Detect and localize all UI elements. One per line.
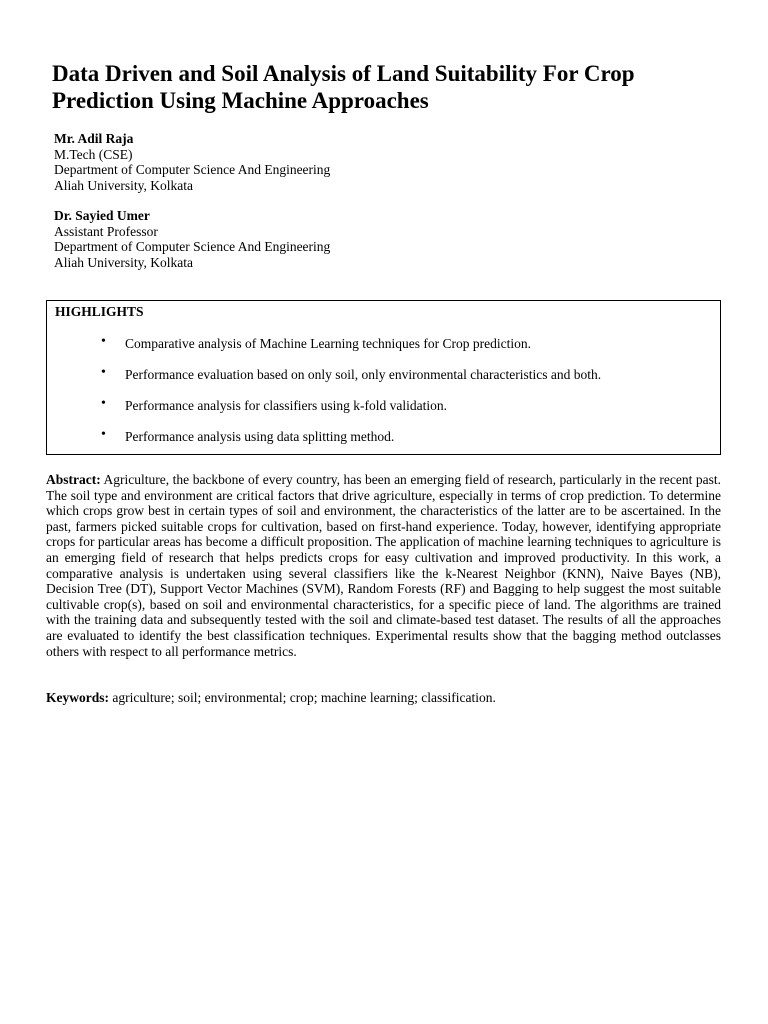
abstract-label: Abstract:: [46, 472, 101, 487]
bullet-icon: •: [101, 334, 106, 349]
list-item: [47, 396, 720, 427]
author-name: Dr. Sayied Umer: [54, 208, 150, 223]
list-item: [47, 334, 720, 365]
bullet-icon: •: [101, 427, 106, 442]
author-department: Department of Computer Science And Engineering: [54, 162, 331, 177]
author-affiliation: Aliah University, Kolkata: [54, 177, 193, 193]
list-item: [47, 365, 720, 396]
highlight-text: Performance analysis using data splitting method.: [125, 429, 395, 444]
author-block-2: [54, 208, 654, 270]
paper-title: Data Driven and Soil Analysis of Land Suitability For Crop Prediction Using Machine Approaches: [52, 61, 635, 113]
author-department: Department of Computer Science And Engineering: [54, 239, 331, 254]
author-block-1: [54, 131, 654, 193]
author-position: Assistant Professor: [54, 223, 158, 239]
highlights-box: [46, 300, 721, 455]
highlights-heading: HIGHLIGHTS: [55, 304, 144, 319]
highlight-text: Performance analysis for classifiers using k-fold validation.: [125, 398, 448, 413]
keywords-text: agriculture; soil; environmental; crop; machine learning; classification.: [112, 690, 496, 705]
list-item: [47, 427, 720, 458]
highlights-list: [47, 334, 720, 458]
author-degree: M.Tech (CSE): [54, 146, 133, 162]
highlight-text: Comparative analysis of Machine Learning techniques for Crop prediction.: [125, 336, 532, 351]
author-name: Mr. Adil Raja: [54, 131, 134, 146]
highlight-text: Performance evaluation based on only soil, only environmental characteristics and both.: [125, 367, 602, 382]
keywords-paragraph: [46, 690, 721, 706]
bullet-icon: •: [101, 396, 106, 411]
abstract-text: Agriculture, the backbone of every country, has been an emerging field of research, particularly in the recent past. The soil type and environment are critical factors that drive agriculture, especially in terms of crop prediction. To determine which crops grow best in certain types of soil and environment, the characteristics of the latter are to be ascertained. In the past, farmers picked suitable crops for cultivation, based on first-hand experience. Today, however, identifying appropriate crops for particular areas has become a difficult proposition. The application of machine learning techniques to agriculture is an emerging field of research that helps predicts crops for easy cultivation and improved productivity. In this work, a comparative analysis is undertaken using several classifiers like the k-Nearest Neighbor (KNN), Naive Bayes (NB), Decision Tree (DT), Support Vector Machines (SVM), Random Forests (RF) and Bagging to help suggest the most suitable cultivable crop(s), based on soil and environmental characteristics, for a specific piece of land. The algorithms are trained with the training data and subsequently tested with the soil and climate-based test dataset. The results of all the approaches are evaluated to identify the best classification techniques. Experimental results show that the bagging method outclasses others with respect to all performance metrics.: [46, 472, 721, 659]
author-affiliation: Aliah University, Kolkata: [54, 254, 193, 270]
keywords-label: Keywords:: [46, 690, 109, 705]
bullet-icon: •: [101, 365, 106, 380]
abstract-paragraph: [46, 472, 721, 659]
